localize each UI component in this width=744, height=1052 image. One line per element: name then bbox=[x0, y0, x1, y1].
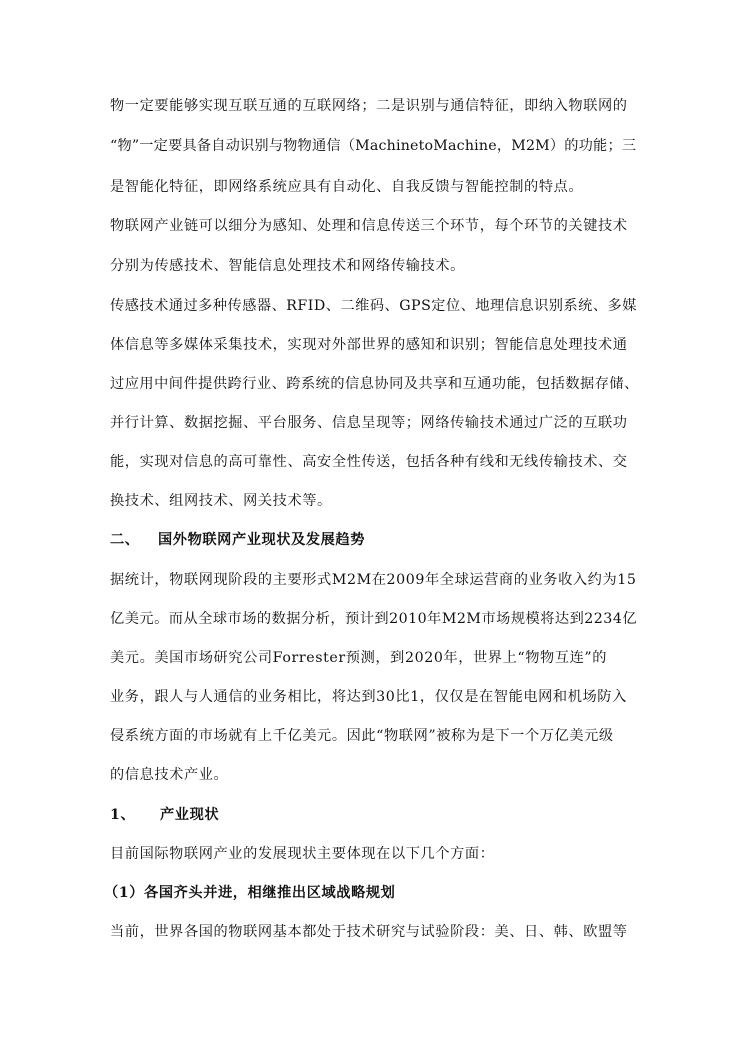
paragraph-line: 体信息等多媒体采集技术，实现对外部世界的感知和识别；智能信息处理技术通 bbox=[110, 337, 628, 353]
subsection-number: 1、 bbox=[110, 807, 136, 823]
paragraph-line: 的信息技术产业。 bbox=[110, 767, 229, 783]
paragraph-line: 分别为传感技术、智能信息处理技术和网络传输技术。 bbox=[110, 258, 465, 274]
paragraph-line: 亿美元。而从全球市场的数据分析，预计到2010年M2M市场规模将达到2234亿 bbox=[110, 611, 638, 627]
paragraph-line: 过应用中间件提供跨行业、跨系统的信息协同及共享和互通功能，包括数据存储、 bbox=[110, 376, 639, 392]
paragraph-line: 是智能化特征，即网络系统应具有自动化、自我反馈与智能控制的特点。 bbox=[110, 179, 584, 195]
paragraph-line: 物一定要能够实现互联互通的互联网络；二是识别与通信特征，即纳入物联网的 bbox=[110, 98, 628, 114]
section-number: 二、 bbox=[110, 532, 140, 548]
subsection-title: 产业现状 bbox=[160, 807, 220, 823]
paragraph-line: 目前国际物联网产业的发展现状主要体现在以下几个方面： bbox=[110, 846, 495, 862]
paragraph-line: 据统计，物联网现阶段的主要形式M2M在2009年全球运营商的业务收入约为15 bbox=[110, 572, 637, 588]
paragraph-line: 传感技术通过多种传感器、RFID、二维码、GPS定位、地理信息识别系统、多媒 bbox=[110, 298, 637, 314]
paragraph-line: 侵系统方面的市场就有上千亿美元。因此“物联网”被称为是下一个万亿美元级 bbox=[110, 728, 614, 744]
paragraph-line: 当前，世界各国的物联网基本都处于技术研究与试验阶段：美、日、韩、欧盟等 bbox=[110, 924, 628, 940]
paragraph-line: 美元。美国市场研究公司Forrester预测，到2020年，世界上“物物互连”的 bbox=[110, 650, 608, 666]
subheading: （1）各国齐头并进，相继推出区域战略规划 bbox=[104, 885, 396, 901]
section-title: 国外物联网产业现状及发展趋势 bbox=[158, 532, 366, 548]
paragraph-line: 并行计算、数据挖掘、平台服务、信息呈现等；网络传输技术通过广泛的互联功 bbox=[110, 415, 628, 431]
paragraph-line: 能，实现对信息的高可靠性、高安全性传送，包括各种有线和无线传输技术、交 bbox=[110, 454, 628, 470]
paragraph-line: “物”一定要具备自动识别与物物通信（MachinetoMachine，M2M）的功能；三 bbox=[110, 138, 637, 154]
paragraph-line: 业务，跟人与人通信的业务相比，将达到30比1，仅仅是在智能电网和机场防入 bbox=[110, 689, 627, 705]
paragraph-line: 换技术、组网技术、网关技术等。 bbox=[110, 493, 332, 509]
paragraph-line: 物联网产业链可以细分为感知、处理和信息传送三个环节，每个环节的关键技术 bbox=[110, 218, 628, 234]
